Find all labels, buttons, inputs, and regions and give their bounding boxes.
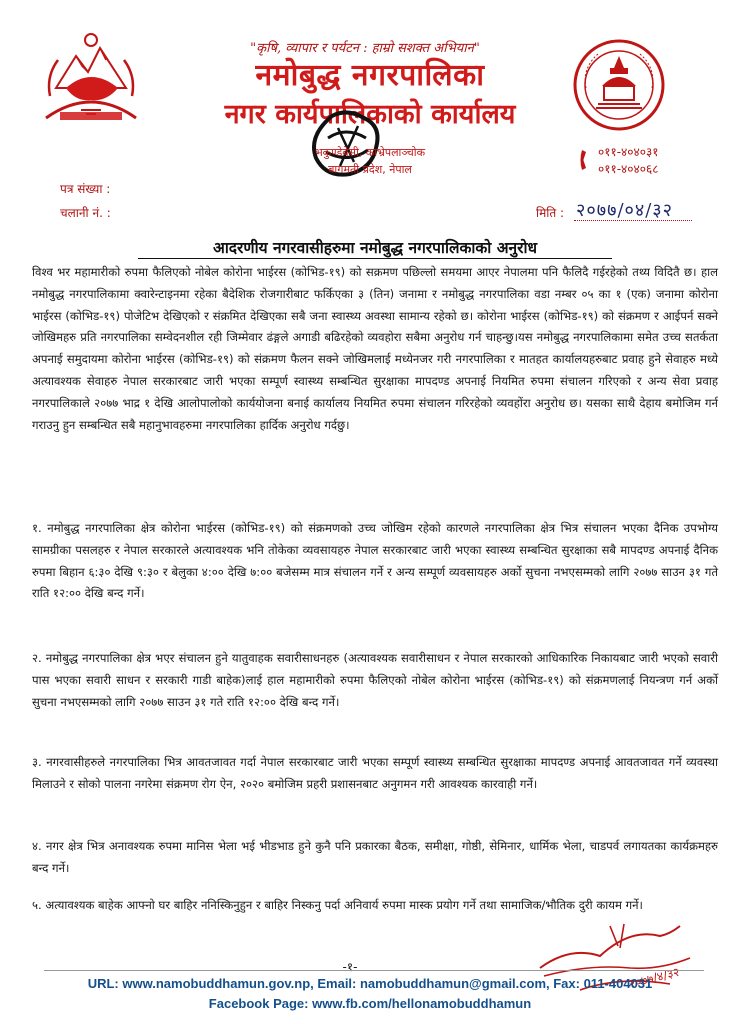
point-3: ३. नगरवासीहरुले नगरपालिका भित्र आवतजावत गर्दा नेपाल सरकारबाट जारी भएका सम्पूर्ण स्वास्थ्य सम्बन्धित सुरक्षाका मापदण्ड अपनाई आवतजावत गर्ने व्यवस्था मिलाउने र सोको पालना नगरेमा संक्रमण रोग ऐन, २०२० बमोजिम प्रहरी प्रशासनबाट अनुगमन गरी आवश्यक कारवाही गर्ने। [32,755,718,791]
footer-facebook: Facebook Page: www.fb.com/hellonamobuddhamun [208,996,532,1011]
point-4: ४. नगर क्षेत्र भित्र अनावश्यक रुपमा मानिस भेला भई भीडभाड हुने कुनै पनि प्रकारका बैठक, समीक्षा, गोष्ठी, सेमिनार, धार्मिक भेला, चाडपर्व लगायतका कार्यक्रमहरु बन्द गर्ने। [32,839,718,875]
handwritten-signature-icon [520,906,700,1006]
subject-underline [138,258,612,259]
address-line-2: बागमती प्रदेश, नेपाल [328,163,412,176]
date-value: २०७७/०४/३२ [576,200,674,221]
footer-divider [44,970,704,971]
phone-number-2: ०११-४०४०६८ [598,162,659,176]
phone-number-1: ०११-४०४०३१ [598,145,659,159]
phone-numbers [578,144,718,178]
namobuddha-municipality-logo-icon [572,38,666,132]
letter-subject: आदरणीय नगरवासीहरुमा नमोबुद्ध नगरपालिकाको अनुरोध [212,239,538,257]
page-number: -१- [342,960,358,974]
footer-contact: URL: www.namobuddhamun.gov.np, Email: namobuddhamun@gmail.com, Fax: 011-404031 [87,976,653,991]
svg-text:२०७७/४/३२: २०७७/४/३२ [627,964,681,991]
point-1: १. नमोबुद्ध नगरपालिका क्षेत्र कोरोना भाईरस (कोभिड-१९) को संक्रमणको उच्च जोखिम रहेको कारणले नगरपालिका क्षेत्र भित्र संचालन भएका दैनिक उपभोग्य सामग्रीका पसलहरु र नेपाल सरकारले अत्यावश्यक भनि तोकेका व्यवसायहरु नेपाल सरकारबाट जारी भएका स्वास्थ्य सम्बन्धित सुरक्षाका सबै मापदण्ड अपनाई दैनिक रुपमा बिहान ६:३० देखि ९:३० र बेलुका ४:०० देखि ७:०० बजेसम्म मात्र संचालन गर्ने र अन्य सम्पूर्ण व्यवसायहरु अर्को सुचना नभएसम्मको लागि २०७७ साउन ३१ गते राति १२:०० देखि बन्द गर्ने। [32,521,718,601]
point-5: ५. अत्यावश्यक बाहेक आफ्नो घर बाहिर ननिस्किनुहुन र बाहिर निस्कनु पर्दा अनिवार्य रुपमा मास्क प्रयोग गर्ने तथा सामाजिक/भौतिक दुरी कायम गर्ने। [32,898,643,912]
address-line-1: भकुण्डेबेसी, काभ्रेपलाञ्चोक [314,146,426,159]
phone-icon [578,146,594,174]
point-2: २. नमोबुद्ध नगरपालिका क्षेत्र भएर संचालन हुने यातुवाहक सवारीसाधनहरु (अत्यावश्यक सवारीसाधन र नेपाल सरकारको आधिकारिक निकायबाट जारी भएको सवारी पास भएका सवारी साधन र सरकारी गाडी बाहेक)लाई हाल महामारीको रुपमा फैलिएको नोबेल कोरोना भाईरस (कोभिड-१९) को संक्रमणलाई नियन्त्रण गर्न अर्को सुचना नभएसम्मको लागि २०७७ साउन ३१ गते राति १२:०० देखि बन्द गर्ने। [32,651,718,709]
office-name: नगर कार्यपालिकाको कार्यालय [224,99,516,130]
tagline: "कृषि, व्यापार र पर्यटन : हाम्रो सशक्त अभियान" [250,41,480,56]
date-label: मिति : [536,206,565,220]
letter-number-label: पत्र संख्या : [60,182,111,196]
dispatch-number-label: चलानी नं. : [60,206,111,220]
date-dotted-line [574,220,692,221]
nepal-emblem-icon [36,26,146,126]
office-address [260,144,480,178]
intro-paragraph: विश्व भर महामारीको रुपमा फैलिएको नोबेल कोरोना भाईरस (कोभिड-१९) को सक्रमण पछिल्लो समयमा आएर नेपालमा पनि फैलिदै गईरहेको तथ्य विदितै छ। हाल नमोबुद्ध नगरपालिकामा क्वारेन्टाइनमा रहेका बैदेशिक रोजगारीबाट फर्किएका ३ (तिन) जनामा र नमोबुद्ध नगरपालिका वडा नम्बर ०५ का १ (एक) जनामा कोरोना भाईरस (कोभिड-१९) पोजेटिभ देखिएको र संक्रमित देखिएका सबै जना स्वास्थ्य अवस्था सामान्य रहेको छ। कोरोना भाईरस (कोभिड-१९) को संक्रमण र आईपर्न सक्ने जोखिमहरु प्रति नगरपालिका सम्वेदनशील रही जिम्मेवार ढंङ्गले अगाडी बढिरहेको व्यवहोरा सबैमा अनुरोध गर्न चाहन्छु।यस नमोबुद्ध नगरपालिकामा समेत उच्च सतर्कता अपनाई समुदायमा कोरोना भाईरस (कोभिड-१९) को संक्रमण फैलन सक्ने जोखिमलाई मध्येनजर गरी नगरपालिका र मातहत कार्यालयहरुबाट प्रवाह हुने सेवाहरु मध्ये अत्यावश्यक सेवाहरु नेपाल सरकारबाट जारी भएका सम्पूर्ण स्वास्थ्य सम्बन्धित सुरक्षाका मापदण्ड अपनाई नियमित रुपमा संचालन गरिएको र अन्य सेवा प्रवाह नगरपालिकाले २०७७ भाद्र १ देखि आलोपालोको कार्ययोजना बनाई कार्यालय नियमित रुपमा संचालन गरिरहेको व्यवहोंरा अनुरोध छ। यसका साथै देहाय बमोजिम गर्न गराउनु हुन सम्बन्धित सबै महानुभावहरुमा नगरपालिका हार्दिक अनुरोध गर्दछु। [32,265,718,432]
municipality-name: नमोबुद्ध नगरपालिका [255,58,485,93]
